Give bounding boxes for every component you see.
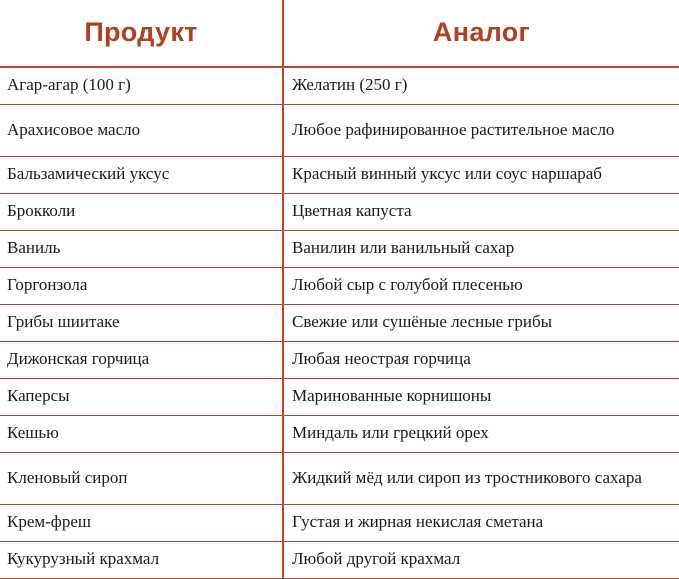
cell-product: Крем-фреш bbox=[0, 505, 283, 542]
cell-analog: Жидкий мёд или сироп из тростникового сахара bbox=[283, 453, 679, 505]
column-header-product: Продукт bbox=[0, 0, 283, 67]
table-row bbox=[0, 157, 679, 194]
cell-analog: Любой другой крахмал bbox=[283, 542, 679, 579]
cell-analog: Густая и жирная некислая сметана bbox=[283, 505, 679, 542]
table-row bbox=[0, 268, 679, 305]
cell-analog: Цветная капуста bbox=[283, 194, 679, 231]
table-row bbox=[0, 231, 679, 268]
cell-product: Кешью bbox=[0, 416, 283, 453]
cell-analog: Любое рафинированное растительное масло bbox=[283, 105, 679, 157]
cell-analog: Маринованные корнишоны bbox=[283, 379, 679, 416]
cell-product: Кукурузный крахмал bbox=[0, 542, 283, 579]
cell-analog: Миндаль или грецкий орех bbox=[283, 416, 679, 453]
table-row bbox=[0, 105, 679, 157]
cell-analog: Любая неострая горчица bbox=[283, 342, 679, 379]
table-header bbox=[0, 0, 679, 67]
table-row bbox=[0, 416, 679, 453]
cell-product: Агар-агар (100 г) bbox=[0, 67, 283, 105]
table-body bbox=[0, 67, 679, 579]
cell-product: Ваниль bbox=[0, 231, 283, 268]
column-header-analog: Аналог bbox=[283, 0, 679, 67]
cell-product: Дижонская горчица bbox=[0, 342, 283, 379]
table-row bbox=[0, 379, 679, 416]
table-row bbox=[0, 505, 679, 542]
cell-analog: Любой сыр с голубой плесенью bbox=[283, 268, 679, 305]
cell-product: Бальзамический уксус bbox=[0, 157, 283, 194]
table-row bbox=[0, 67, 679, 105]
cell-analog: Красный винный уксус или соус наршараб bbox=[283, 157, 679, 194]
table-row bbox=[0, 305, 679, 342]
table-header-row bbox=[0, 0, 679, 67]
cell-analog: Свежие или сушёные лесные грибы bbox=[283, 305, 679, 342]
cell-product: Горгонзола bbox=[0, 268, 283, 305]
table-row bbox=[0, 342, 679, 379]
table-row bbox=[0, 453, 679, 505]
table-row bbox=[0, 194, 679, 231]
cell-product: Брокколи bbox=[0, 194, 283, 231]
cell-product: Каперсы bbox=[0, 379, 283, 416]
cell-analog: Ванилин или ванильный сахар bbox=[283, 231, 679, 268]
cell-product: Кленовый сироп bbox=[0, 453, 283, 505]
cell-product: Арахисовое масло bbox=[0, 105, 283, 157]
cell-product: Грибы шиитаке bbox=[0, 305, 283, 342]
cell-analog: Желатин (250 г) bbox=[283, 67, 679, 105]
table-row bbox=[0, 542, 679, 579]
